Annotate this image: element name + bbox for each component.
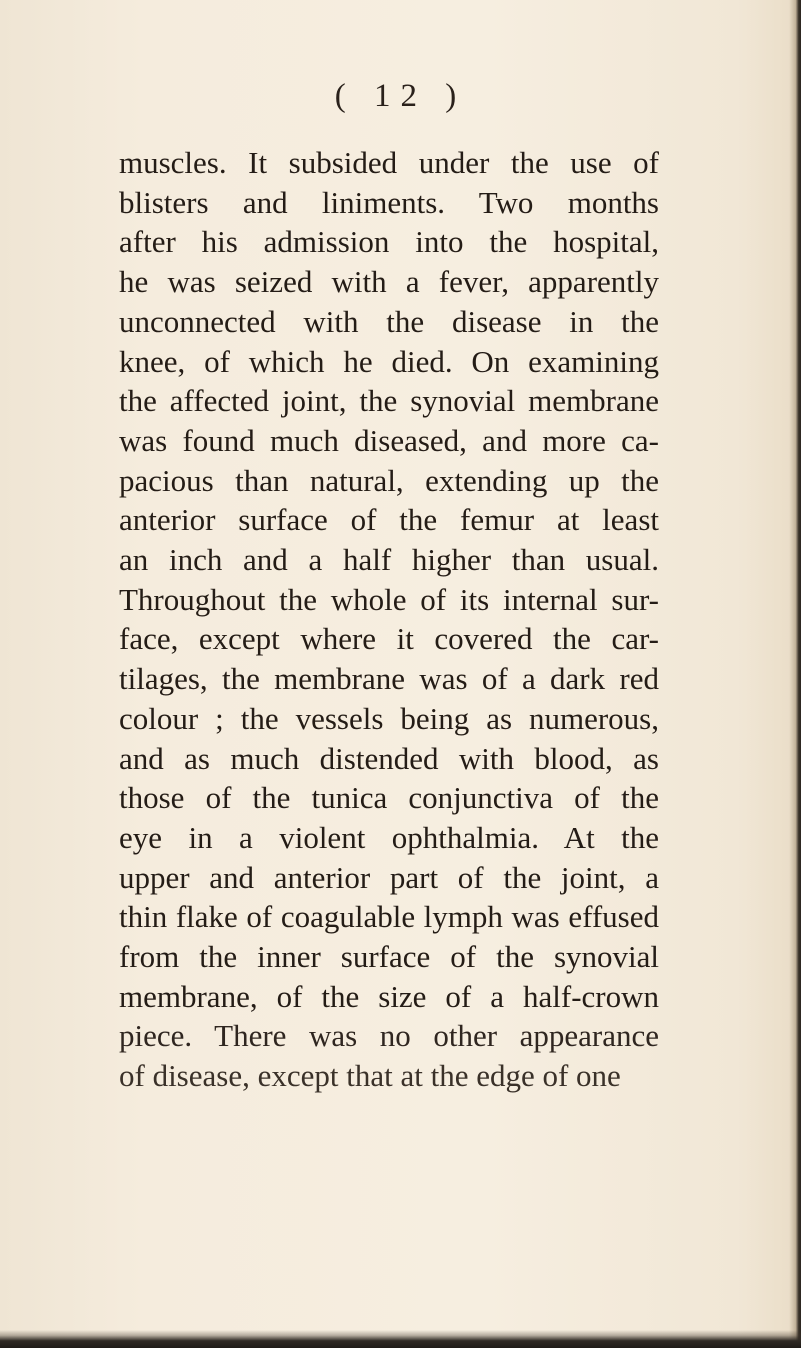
text-line: pacious than natural, extending up the [119,462,659,498]
text-line: membrane, of the size of a half-crown [119,978,659,1014]
page-edge-shadow-bottom [0,1330,801,1348]
page-number: ( 12 ) [334,78,467,114]
text-line: eye in a violent ophthalmia. At the [119,819,659,855]
page-edge-shadow-right [789,0,801,1348]
text-line: those of the tunica conjunctiva of the [119,780,659,816]
text-line: an inch and a half higher than usual. [119,542,659,578]
text-line: Throughout the whole of its internal sur- [119,581,659,617]
text-line: anterior surface of the femur at least [119,502,659,538]
text-line: thin flake of coagulable lymph was effused [119,899,659,935]
text-line: colour ; the vessels being as numerous, [119,700,659,736]
text-line: muscles. It subsided under the use of [119,145,659,180]
text-line: of disease, except that at the edge of one [119,1058,621,1094]
body-text [119,143,659,1096]
text-line: blisters and liniments. Two months [119,184,659,220]
text-line: he was seized with a fever, apparently [119,264,659,300]
text-line: tilages, the membrane was of a dark red [119,661,659,697]
text-line: from the inner surface of the synovial [119,939,659,975]
text-line: piece. There was no other appearance [119,1018,659,1054]
text-line: and as much distended with blood, as [119,740,659,776]
text-line: the affected joint, the synovial membrane [119,383,659,419]
text-line: face, except where it covered the car- [119,621,659,657]
text-line: unconnected with the disease in the [119,303,659,339]
text-line: knee, of which he died. On examining [119,343,659,379]
text-line: after his admission into the hospital, [119,224,659,260]
text-line: was found much diseased, and more ca- [119,422,659,458]
text-line: upper and anterior part of the joint, a [119,859,659,895]
